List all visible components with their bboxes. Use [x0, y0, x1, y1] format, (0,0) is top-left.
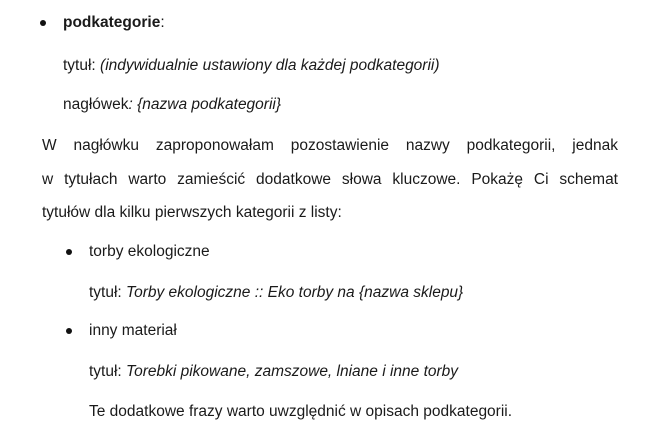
bullet-torby-ekologiczne [66, 249, 72, 255]
paragraph-line-3: tytułów dla kilku pierwszych kategorii z listy: [42, 204, 342, 221]
bullet-inny-material [66, 328, 72, 334]
paragraph-line-1: W nagłówku zaproponowałam pozostawienie nazwy podkategorii, jednak [42, 137, 618, 154]
list-item-label: podkategorie [63, 14, 161, 31]
list-item-podkategorie [63, 13, 165, 33]
title-label: tytuł: [63, 57, 96, 74]
heading-label: nagłówek [63, 96, 129, 113]
heading-line-podkategorie [63, 95, 281, 115]
list-item-colon: : [160, 14, 165, 31]
title-label: tytuł: [89, 284, 122, 301]
title-line-inny-material [89, 362, 458, 382]
paragraph-line-2: w tytułach warto zamieścić dodatkowe słowa kluczowe. Pokażę Ci schemat [42, 171, 618, 188]
list-item-inny-material: inny materiał [89, 322, 177, 339]
title-line-torby-ekologiczne [89, 283, 463, 303]
bullet-podkategorie [40, 20, 46, 26]
list-item-torby-ekologiczne: torby ekologiczne [89, 243, 210, 260]
title-value: Torebki pikowane, zamszowe, lniane i inne torby [126, 363, 459, 380]
title-label: tytuł: [89, 363, 122, 380]
note-line: Te dodatkowe frazy warto uwzględnić w opisach podkategorii. [89, 403, 513, 420]
heading-value: : {nazwa podkategorii} [128, 96, 282, 113]
title-line-podkategorie [63, 56, 440, 76]
title-value: (indywidualnie ustawiony dla każdej podkategorii) [100, 57, 440, 74]
title-value: Torby ekologiczne :: Eko torby na {nazwa sklepu} [126, 284, 464, 301]
